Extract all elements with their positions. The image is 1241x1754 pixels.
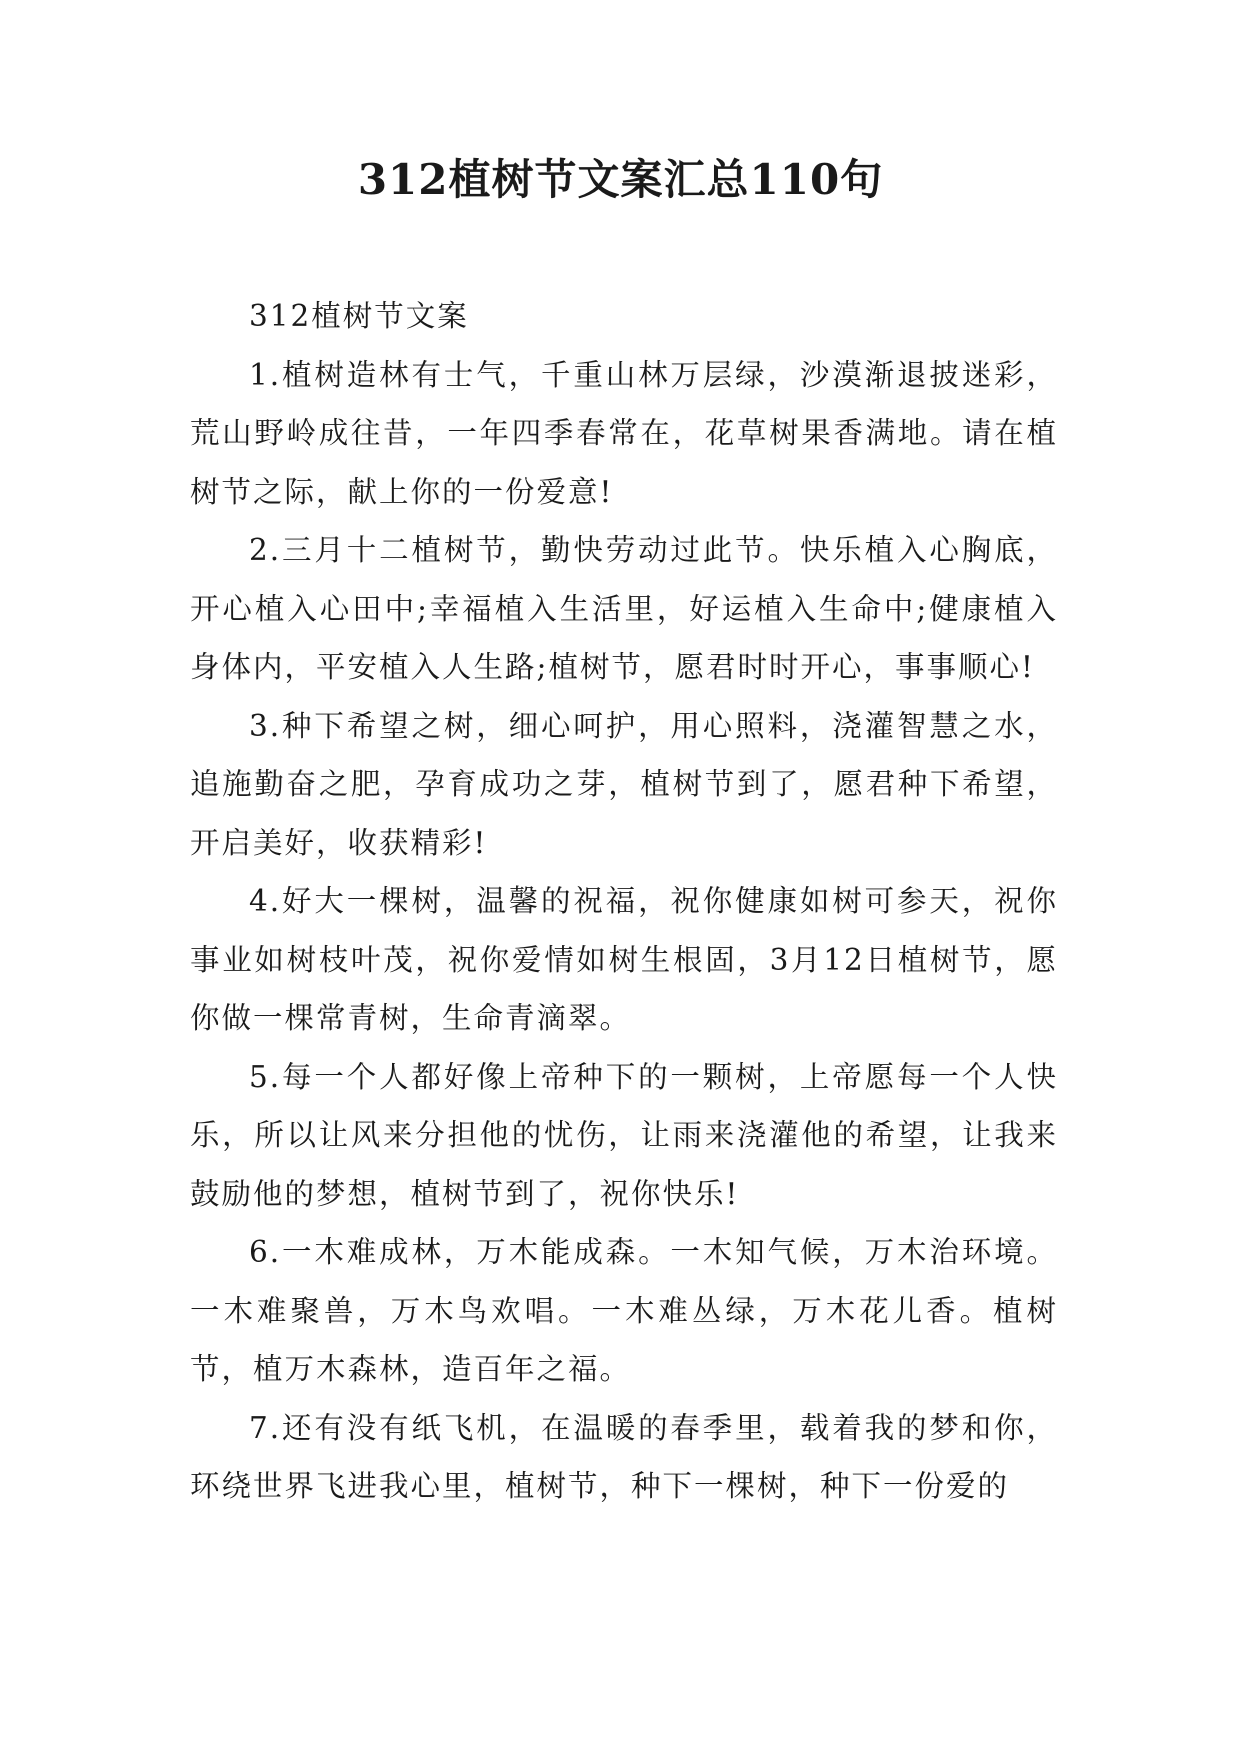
paragraph-3: 3.种下希望之树，细心呵护，用心照料，浇灌智慧之水，追施勤奋之肥，孕育成功之芽，植树节到了，愿君种下希望，开启美好，收获精彩! bbox=[190, 708, 1058, 860]
paragraph-6: 6.一木难成林，万木能成森。一木知气候，万木治环境。一木难聚兽，万木鸟欢唱。一木难丛绿，万木花儿香。植树节，植万木森林，造百年之福。 bbox=[190, 1235, 1058, 1386]
section-heading: 312植树节文案 bbox=[249, 299, 469, 333]
paragraph-2: 2.三月十二植树节，勤快劳动过此节。快乐植入心胸底，开心植入心田中;幸福植入生活里，好运植入生命中;健康植入身体内，平安植入人生路;植树节，愿君时时开心，事事顺心! bbox=[190, 533, 1058, 684]
paragraph-5: 5.每一个人都好像上帝种下的一颗树，上帝愿每一个人快乐，所以让风来分担他的忧伤，让雨来浇灌他的希望，让我来鼓励他的梦想，植树节到了，祝你快乐! bbox=[190, 1059, 1058, 1211]
document-body bbox=[190, 287, 1058, 1516]
paragraph-7: 7.还有没有纸飞机，在温暖的春季里，载着我的梦和你，环绕世界飞进我心里，植树节，种下一棵树，种下一份爱的 bbox=[190, 1410, 1058, 1503]
paragraph-4: 4.好大一棵树，温馨的祝福，祝你健康如树可参天，祝你事业如树枝叶茂，祝你爱情如树生根固，3月12日植树节，愿你做一棵常青树，生命青滴翠。 bbox=[190, 884, 1058, 1035]
document-title: 312植树节文案汇总110句 bbox=[357, 155, 884, 204]
paragraph-1: 1.植树造林有士气，千重山林万层绿，沙漠渐退披迷彩，荒山野岭成往昔，一年四季春常在，花草树果香满地。请在植树节之际，献上你的一份爱意! bbox=[190, 357, 1058, 509]
